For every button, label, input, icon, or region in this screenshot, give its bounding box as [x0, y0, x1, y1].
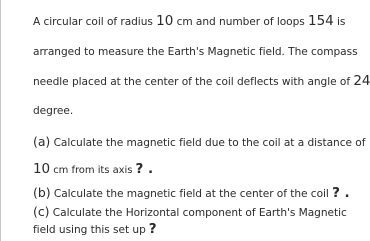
part-a-continued: [33, 162, 153, 178]
angle-value: 24: [353, 73, 370, 89]
part-c-continued: [33, 222, 157, 237]
page-left-border: [0, 0, 1, 241]
part-a-label: (a): [33, 134, 51, 149]
problem-line-2: arranged to measure the Earth's Magnetic field. The compass: [33, 46, 358, 58]
part-a-text: Calculate the magnetic field due to the coil at a distance of: [50, 137, 366, 149]
radius-value: 10: [156, 13, 174, 29]
question-mark: ?: [148, 221, 157, 237]
part-b-label: (b): [33, 185, 51, 200]
part-c: [33, 205, 347, 220]
part-a: [33, 135, 365, 150]
part-b-text: Calculate the magnetic field at the center of the coil: [50, 188, 333, 200]
part-c-cont-text: field using this set up: [33, 224, 146, 236]
distance-value: 10: [33, 161, 51, 177]
part-a-cont-text: cm from its axis: [50, 165, 136, 176]
problem-line-3: [33, 74, 370, 89]
question-mark: ? .: [135, 161, 154, 177]
problem-line-4: degree.: [33, 105, 74, 117]
text-span: A circular coil of radius: [33, 16, 157, 28]
part-c-text: Calculate the Horizontal component of Earth's Magnetic: [49, 207, 347, 219]
text-span: needle placed at the center of the coil deflects with angle of: [33, 76, 354, 88]
problem-line-1: [33, 14, 345, 29]
part-b: [33, 186, 350, 201]
question-mark: ? .: [332, 185, 350, 201]
loops-value: 154: [308, 13, 334, 29]
part-c-label: (c): [33, 204, 50, 219]
text-span: cm and number of loops: [173, 16, 309, 28]
text-span: is: [333, 16, 346, 28]
